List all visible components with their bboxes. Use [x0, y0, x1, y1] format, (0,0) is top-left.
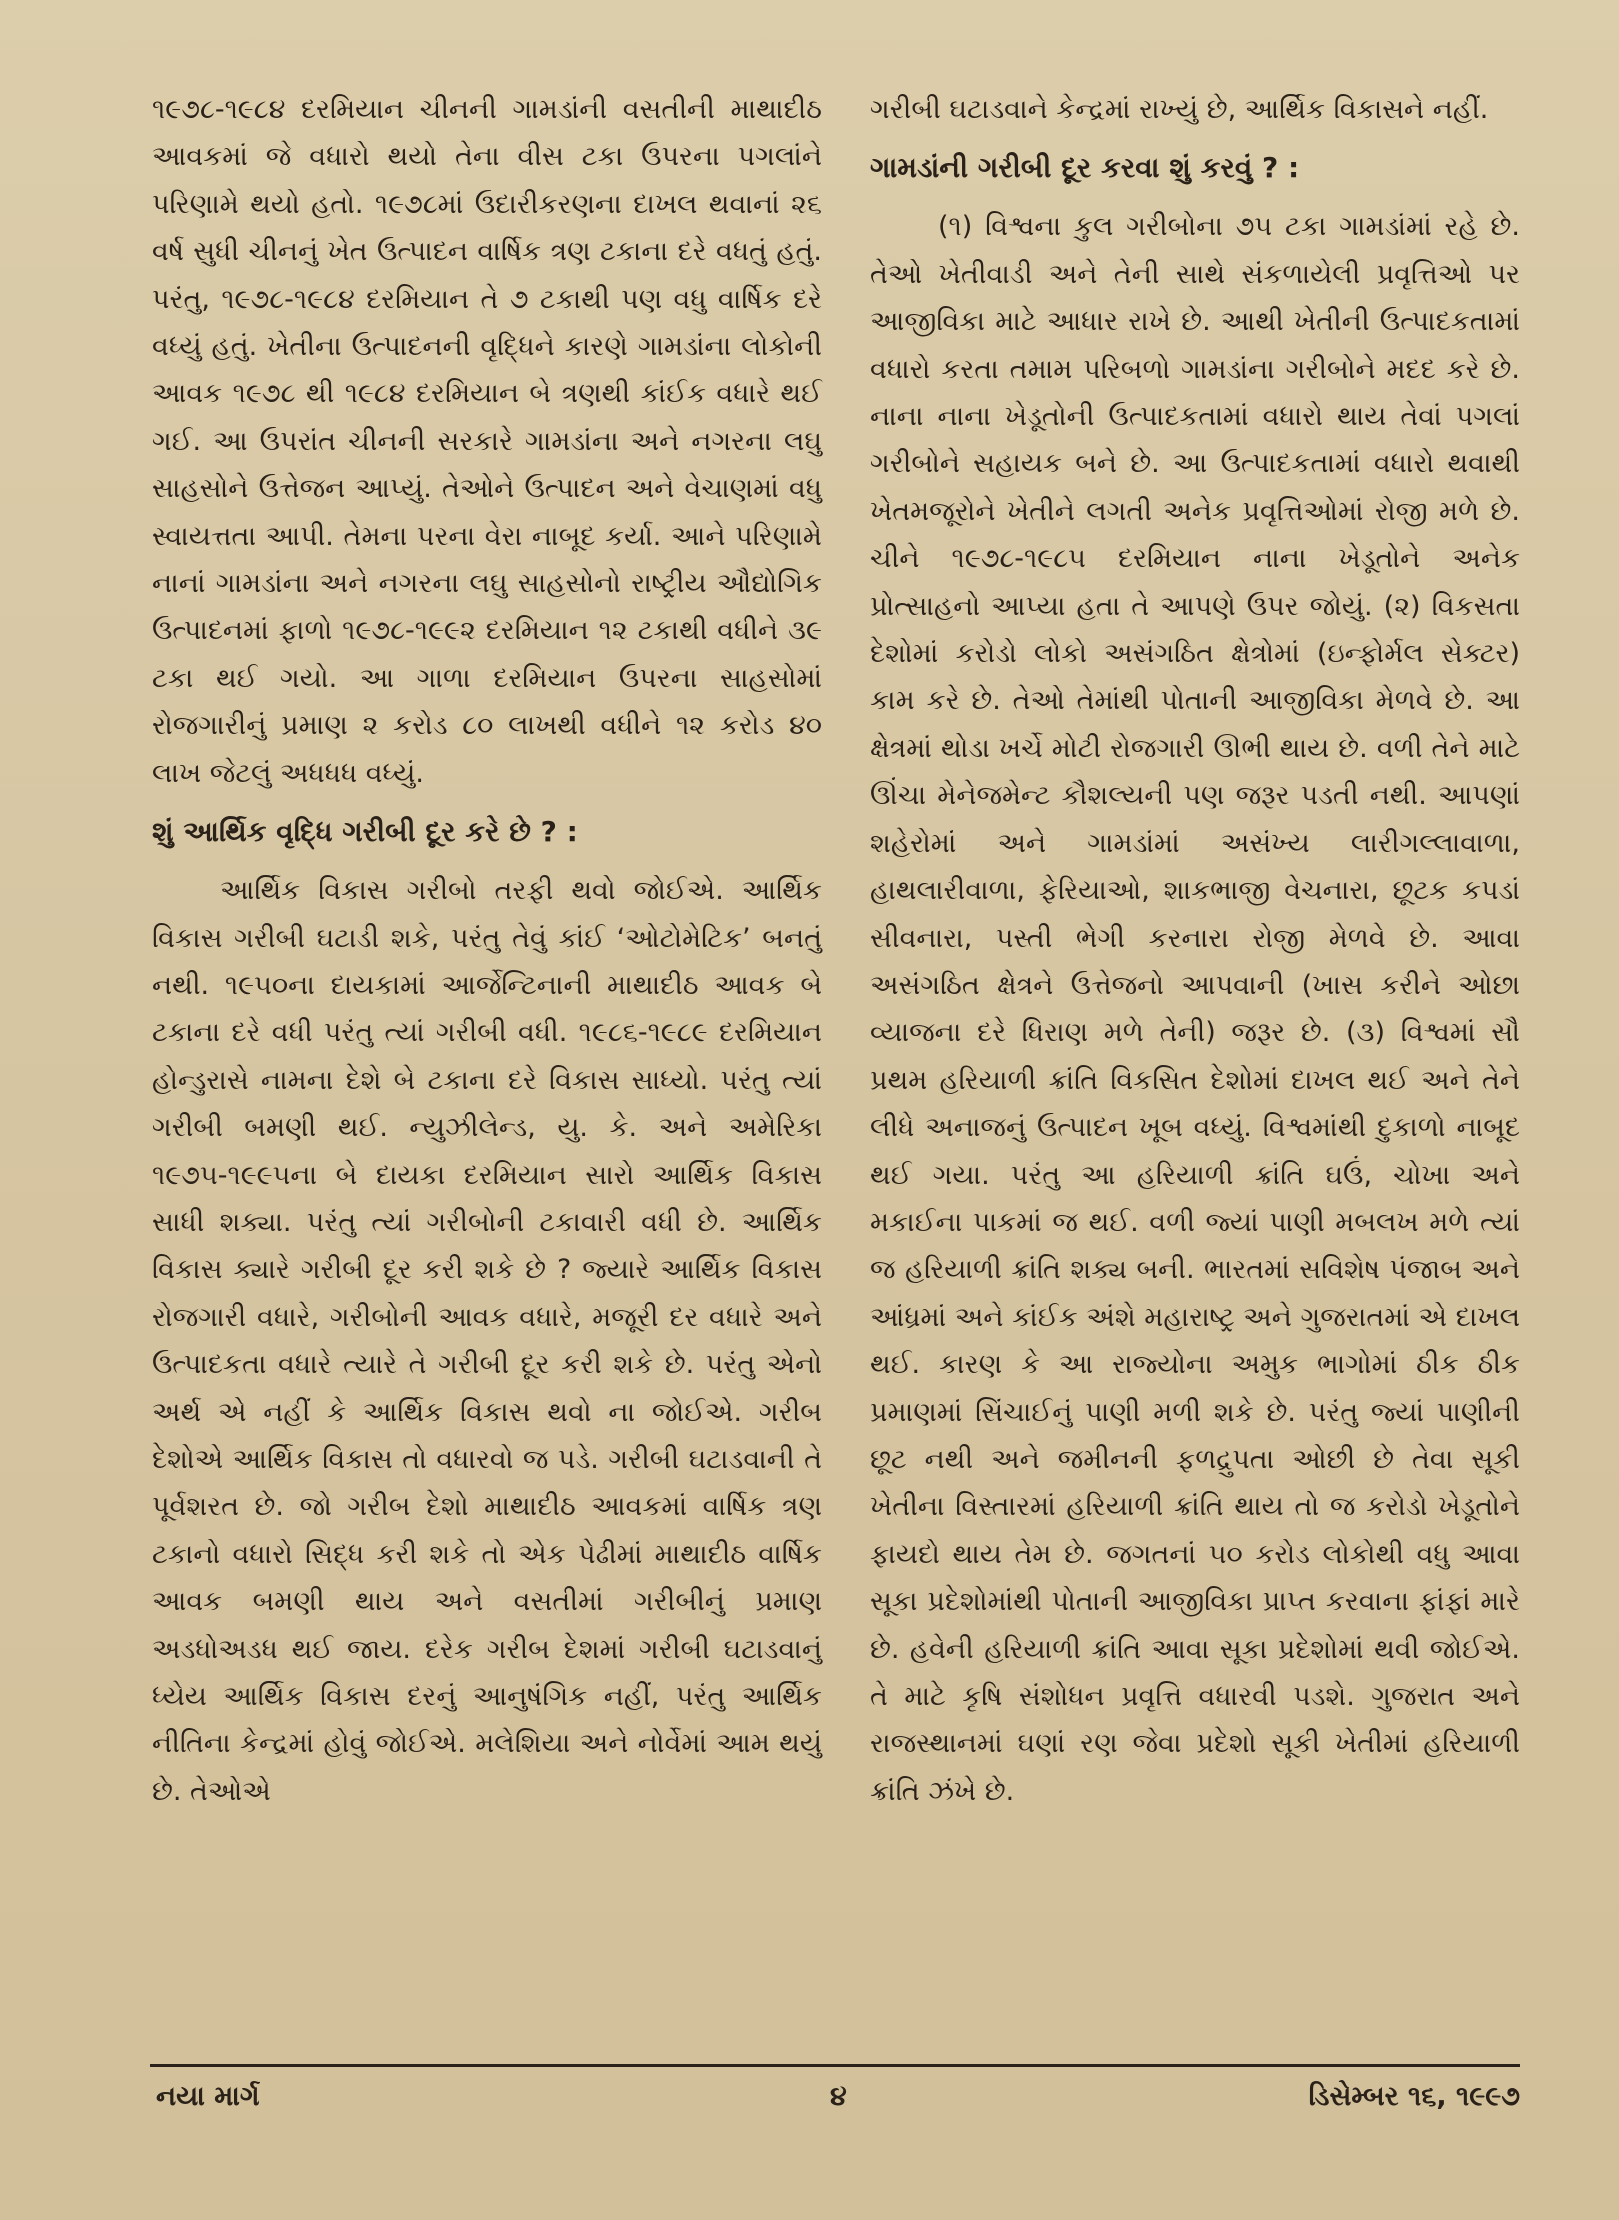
footer-rule [150, 2064, 1520, 2067]
right-column [870, 86, 1520, 1815]
publication-name: નયા માર્ગ [156, 2081, 260, 2112]
left-paragraph-1: ૧૯૭૮-૧૯૮૪ દરમિયાન ચીનની ગામડાંની વસતીની માથાદીઠ આવકમાં જે વધારો થયો તેના વીસ ટકા ઉપરના પગલાંને પરિણામે થયો હતો. ૧૯૭૮માં ઉદારીકરણના દાખલ થવાનાં ૨૬ વર્ષ સુધી ચીનનું ખેત ઉત્પાદન વાર્ષિક ત્રણ ટકાના દરે વધતું હતું. પરંતુ, ૧૯૭૮-૧૯૮૪ દરમિયાન તે ૭ ટકાથી પણ વધુ વાર્ષિક દરે વધ્યું હતું. ખેતીના ઉત્પાદનની વૃદ્ધિને કારણે ગામડાંના લોકોની આવક ૧૯૭૮ થી ૧૯૮૪ દરમિયાન બે ત્રણથી કાંઈક વધારે થઈ ગઈ. આ ઉપરાંત ચીનની સરકારે ગામડાંના અને નગરના લઘુ સાહસોને ઉત્તેજન આપ્યું. તેઓને ઉત્પાદન અને વેચાણમાં વધુ સ્વાયત્તતા આપી. તેમના પરના વેરા નાબૂદ કર્યા. આને પરિણામે નાનાં ગામડાંના અને નગરના લઘુ સાહસોનો રાષ્ટ્રીય ઔદ્યોગિક ઉત્પાદનમાં ફાળો ૧૯૭૮-૧૯૯૨ દરમિયાન ૧૨ ટકાથી વધીને ૩૯ ટકા થઈ ગયો. આ ગાળા દરમિયાન ઉપરના સાહસોમાં રોજગારીનું પ્રમાણ ૨ કરોડ ૮૦ લાખથી વધીને ૧૨ કરોડ ૪૦ લાખ જેટલું અધધધ વધ્યું. [152, 94, 822, 789]
page-footer [150, 2072, 1520, 2122]
page-number: ૪ [830, 2081, 847, 2112]
left-column [152, 86, 822, 1815]
right-paragraph-2: (૧) વિશ્વના કુલ ગરીબોના ૭૫ ટકા ગામડાંમાં રહે છે. તેઓ ખેતીવાડી અને તેની સાથે સંકળાયેલી પ્રવૃત્તિઓ પર આજીવિકા માટે આધાર રાખે છે. આથી ખેતીની ઉત્પાદકતામાં વધારો કરતા તમામ પરિબળો ગામડાંના ગરીબોને મદદ કરે છે. નાના નાના ખેડૂતોની ઉત્પાદકતામાં વધારો થાય તેવાં પગલાં ગરીબોને સહાયક બને છે. આ ઉત્પાદકતામાં વધારો થવાથી ખેતમજૂરોને ખેતીને લગતી અનેક પ્રવૃત્તિઓમાં રોજી મળે છે. ચીને ૧૯૭૮-૧૯૮૫ દરમિયાન નાના ખેડૂતોને અનેક પ્રોત્સાહનો આપ્યા હતા તે આપણે ઉપર જોયું. (૨) વિકસતા દેશોમાં કરોડો લોકો અસંગઠિત ક્ષેત્રોમાં (ઇન્ફોર્મલ સેક્ટર) કામ કરે છે. તેઓ તેમાંથી પોતાની આજીવિકા મેળવે છે. આ ક્ષેત્રમાં થોડા ખર્ચે મોટી રોજગારી ઊભી થાય છે. વળી તેને માટે ઊંચા મેનેજમેન્ટ કૌશલ્યની પણ જરૂર પડતી નથી. આપણાં શહેરોમાં અને ગામડાંમાં અસંખ્ય લારીગલ્લાવાળા, હાથલારીવાળા, ફેરિયાઓ, શાકભાજી વેચનારા, છૂટક કપડાં સીવનારા, પસ્તી ભેગી કરનારા રોજી મેળવે છે. આવા અસંગઠિત ક્ષેત્રને ઉત્તેજનો આપવાની (ખાસ કરીને ઓછા વ્યાજના દરે ધિરાણ મળે તેની) જરૂર છે. (૩) વિશ્વમાં સૌ પ્રથમ હરિયાળી ક્રાંતિ વિકસિત દેશોમાં દાખલ થઈ અને તેને લીધે અનાજનું ઉત્પાદન ખૂબ વધ્યું. વિશ્વમાંથી દુકાળો નાબૂદ થઈ ગયા. પરંતુ આ હરિયાળી ક્રાંતિ ઘઉં, ચોખા અને મકાઈના પાકમાં જ થઈ. વળી જ્યાં પાણી મબલખ મળે ત્યાં જ હરિયાળી ક્રાંતિ શક્ય બની. ભારતમાં સવિશેષ પંજાબ અને આંધ્રમાં અને કાંઈક અંશે મહારાષ્ટ્ર અને ગુજરાતમાં એ દાખલ થઈ. કારણ કે આ રાજ્યોના અમુક ભાગોમાં ઠીક ઠીક પ્રમાણમાં સિંચાઈનું પાણી મળી શકે છે. પરંતુ જ્યાં પાણીની છૂટ નથી અને જમીનની ફળદ્રુપતા ઓછી છે તેવા સૂકી ખેતીના વિસ્તારમાં હરિયાળી ક્રાંતિ થાય તો જ કરોડો ખેડૂતોને ફાયદો થાય તેમ છે. જગતનાં ૫૦ કરોડ લોકોથી વધુ આવા સૂકા પ્રદેશોમાંથી પોતાની આજીવિકા પ્રાપ્ત કરવાના ફાંફાં મારે છે. હવેની હરિયાળી ક્રાંતિ આવા સૂકા પ્રદેશોમાં થવી જોઈએ. તે માટે કૃષિ સંશોધન પ્રવૃત્તિ વધારવી પડશે. ગુજરાત અને રાજસ્થાનમાં ઘણાં રણ જેવા પ્રદેશો સૂકી ખેતીમાં હરિયાળી ક્રાંતિ ઝંખે છે. [870, 211, 1520, 1807]
section-heading-economic-growth: શું આર્થિક વૃદ્ધિ ગરીબી દૂર કરે છે ? : [152, 815, 578, 849]
issue-date: ડિસેમ્બર ૧૬, ૧૯૯૭ [1308, 2081, 1520, 2112]
right-paragraph-1: ગરીબી ઘટાડવાને કેન્દ્રમાં રાખ્યું છે, આર્થિક વિકાસને નહીં. [870, 94, 1489, 125]
left-paragraph-2: આર્થિક વિકાસ ગરીબો તરફી થવો જોઈએ. આર્થિક વિકાસ ગરીબી ઘટાડી શકે, પરંતુ તેવું કાંઈ ‘ઓટોમેટિક’ બનતું નથી. ૧૯૫૦ના દાયકામાં આર્જેન્ટિનાની માથાદીઠ આવક બે ટકાના દરે વધી પરંતુ ત્યાં ગરીબી વધી. ૧૯૮૬-૧૯૮૯ દરમિયાન હોન્ડુરાસે નામના દેશે બે ટકાના દરે વિકાસ સાધ્યો. પરંતુ ત્યાં ગરીબી બમણી થઈ. ન્યુઝીલેન્ડ, યુ. કે. અને અમેરિકા ૧૯૭૫-૧૯૯૫ના બે દાયકા દરમિયાન સારો આર્થિક વિકાસ સાધી શક્યા. પરંતુ ત્યાં ગરીબોની ટકાવારી વધી છે. આર્થિક વિકાસ ક્યારે ગરીબી દૂર કરી શકે છે ? જ્યારે આર્થિક વિકાસ રોજગારી વધારે, ગરીબોની આવક વધારે, મજૂરી દર વધારે અને ઉત્પાદકતા વધારે ત્યારે તે ગરીબી દૂર કરી શકે છે. પરંતુ એનો અર્થ એ નહીં કે આર્થિક વિકાસ થવો ના જોઈએ. ગરીબ દેશોએ આર્થિક વિકાસ તો વધારવો જ પડે. ગરીબી ઘટાડવાની તે પૂર્વશરત છે. જો ગરીબ દેશો માથાદીઠ આવકમાં વાર્ષિક ત્રણ ટકાનો વધારો સિદ્ધ કરી શકે તો એક પેઢીમાં માથાદીઠ વાર્ષિક આવક બમણી થાય અને વસતીમાં ગરીબીનું પ્રમાણ અડધોઅડધ થઈ જાય. દરેક ગરીબ દેશમાં ગરીબી ઘટાડવાનું ધ્યેય આર્થિક વિકાસ દરનું આનુષંગિક નહીં, પરંતુ આર્થિક નીતિના કેન્દ્રમાં હોવું જોઈએ. મલેશિયા અને નોર્વેમાં આમ થયું છે. તેઓએ [152, 875, 822, 1807]
section-heading-rural-poverty: ગામડાંની ગરીબી દૂર કરવા શું કરવું ? : [870, 151, 1300, 185]
